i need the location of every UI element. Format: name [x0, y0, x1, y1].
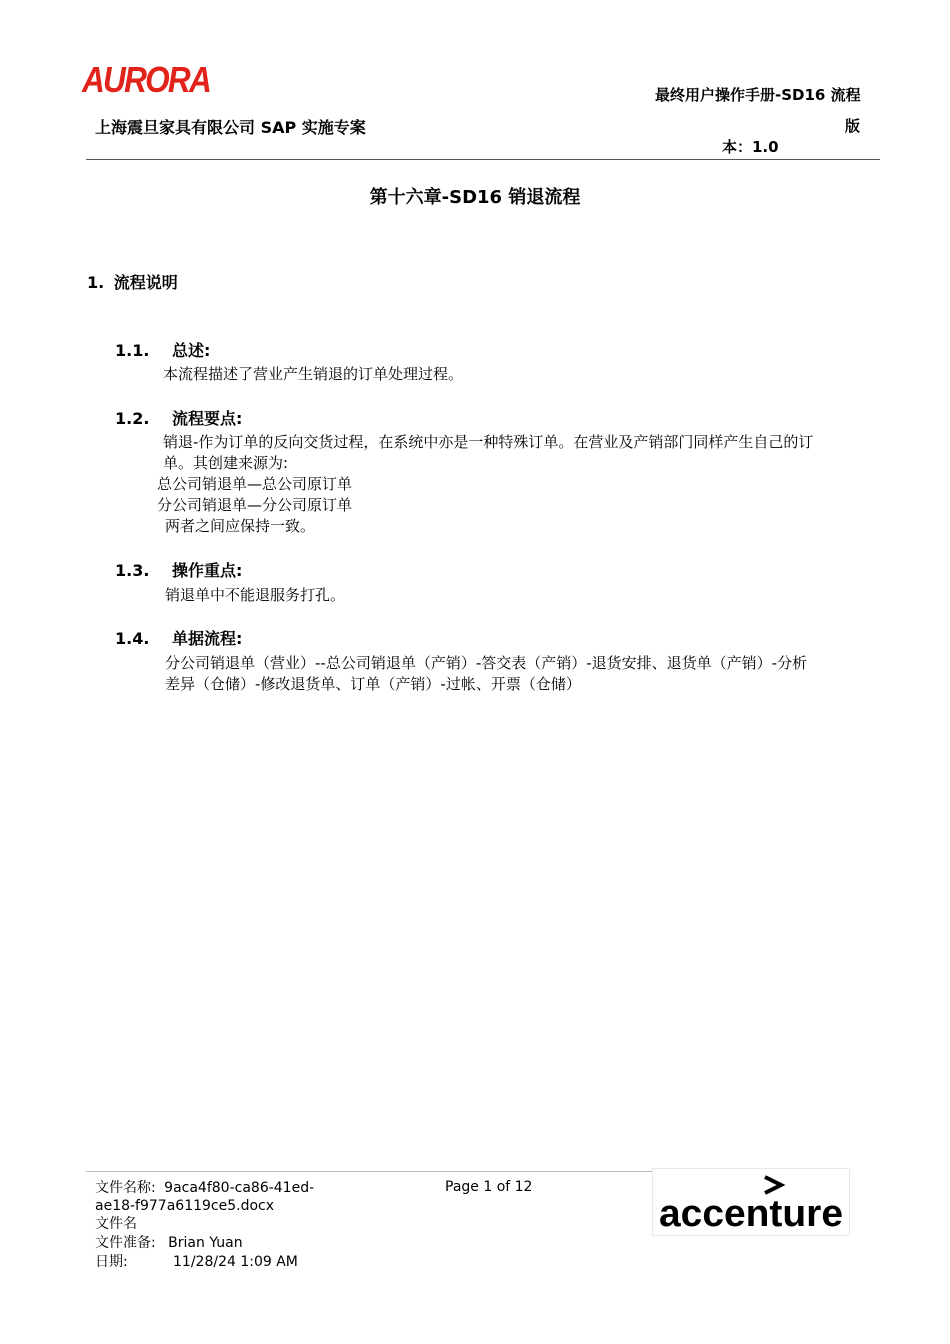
accenture-logo — [652, 1168, 850, 1236]
paragraph-line: 差异（仓储）-修改退货单、订单（产销）-过帐、开票（仓储） — [165, 675, 581, 693]
file-name-value-cont: ae18-f977a6119ce5.docx — [95, 1198, 275, 1214]
paragraph-line: 分公司销退单（营业）--总公司销退单（产销）-答交表（产销）-退货安排、退货单（产销）-分析 — [165, 654, 808, 672]
subsection-number: 1.2. — [115, 409, 150, 428]
subsection-heading — [115, 558, 242, 581]
chevron-icon — [765, 1177, 781, 1193]
subsection-title: 流程要点: — [172, 409, 243, 428]
prepared-by-value: Brian Yuan — [168, 1235, 243, 1251]
accenture-logo-text: accenture — [659, 1193, 843, 1235]
subsection-number: 1.4. — [115, 629, 150, 648]
file-name-extra: 文件名 — [95, 1216, 137, 1232]
subsection-number: 1.1. — [115, 341, 150, 360]
prepared-by-label: 文件准备: — [95, 1235, 156, 1251]
file-name-line — [95, 1179, 314, 1197]
section-heading — [87, 270, 178, 293]
date-label: 日期: — [95, 1254, 128, 1270]
paragraph-line: 销退单中不能退服务打孔。 — [165, 586, 346, 604]
subsection-title: 单据流程: — [172, 629, 243, 648]
paragraph-line: 单。其创建来源为: — [163, 454, 289, 472]
paragraph-line: 本流程描述了营业产生销退的订单处理过程。 — [163, 365, 464, 383]
paragraph-line: 总公司销退单—总公司原订单 — [157, 475, 353, 493]
section-title: 流程说明 — [113, 273, 178, 292]
header-divider — [86, 159, 880, 160]
subsection-heading — [115, 406, 242, 429]
file-name-label: 文件名称: — [95, 1180, 156, 1196]
section-number: 1. — [87, 273, 105, 292]
subsection-title: 总述: — [172, 341, 211, 360]
page-number: Page 1 of 12 — [445, 1179, 533, 1195]
document-title: 最终用户操作手册-SD16 流程 — [655, 86, 861, 104]
subsection-heading — [115, 626, 242, 649]
paragraph-line: 分公司销退单—分公司原订单 — [157, 496, 353, 514]
company-name: 上海震旦家具有限公司 SAP 实施专案 — [95, 118, 366, 137]
date-line — [95, 1253, 298, 1271]
footer-divider — [86, 1171, 744, 1172]
paragraph-line: 两者之间应保持一致。 — [165, 517, 316, 535]
subsection-heading — [115, 338, 210, 361]
version-label-char: 版 — [845, 117, 861, 135]
subsection-number: 1.3. — [115, 561, 150, 580]
date-value: 11/28/24 1:09 AM — [173, 1254, 298, 1270]
prepared-by-line — [95, 1234, 243, 1252]
chapter-title: 第十六章-SD16 销退流程 — [369, 187, 581, 208]
file-name-value: 9aca4f80-ca86-41ed- — [164, 1180, 315, 1196]
paragraph-line: 销退-作为订单的反向交货过程，在系统中亦是一种特殊订单。在营业及产销部门同样产生自己的订 — [163, 433, 814, 451]
subsection-title: 操作重点: — [172, 561, 243, 580]
aurora-logo-text: AURORA — [81, 59, 210, 100]
aurora-logo — [81, 59, 212, 100]
version-number: 本：1.0 — [722, 138, 779, 156]
